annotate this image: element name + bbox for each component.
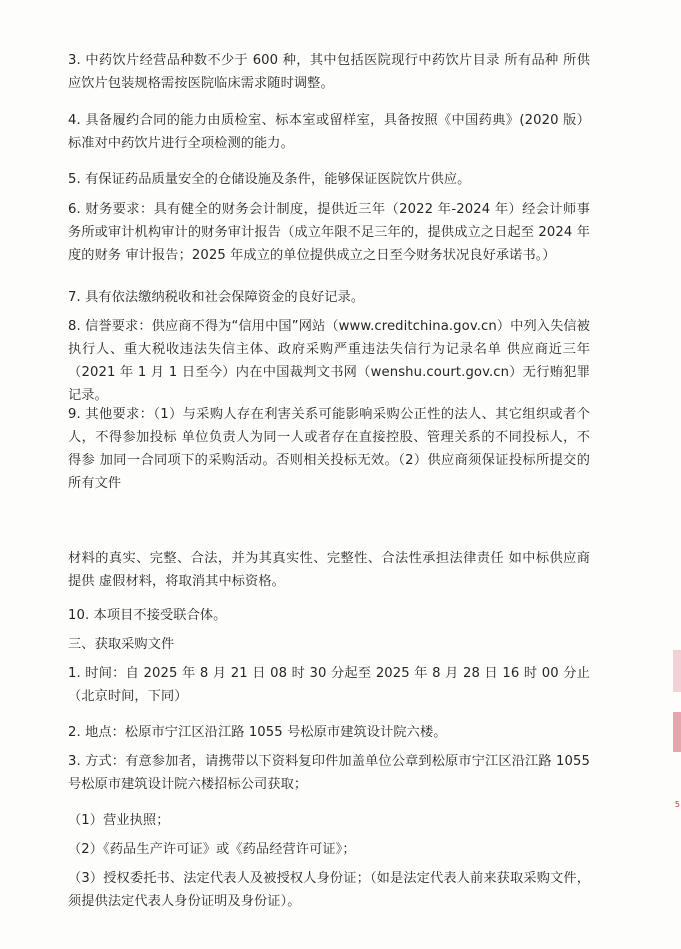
stamp-edge-mark bbox=[673, 712, 681, 752]
paragraph-requirement-10: 10. 本项目不接受联合体。 bbox=[68, 608, 227, 623]
paragraph-requirement-9-cont: 材料的真实、完整、合法，并为其真实性、完整性、合法性承担法律责任 如中标供应商提供 虚假材料，将取消其中标资格。 bbox=[68, 551, 590, 589]
section-heading-obtain-documents: 三、获取采购文件 bbox=[68, 637, 175, 652]
stamp-edge-mark bbox=[673, 650, 681, 692]
list-item-authorization: （3）授权委托书、法定代表人及被授权人身份证；（如是法定代表人前来获取采购文件，须提供法定代表人身份证明及身份证）。 bbox=[68, 871, 590, 909]
list-item-business-license: （1）营业执照； bbox=[68, 813, 170, 828]
paragraph-requirement-4: 4. 具备履约合同的能力由质检室、标本室或留样室，具备按照《中国药典》(2020 版） 标准对中药饮片进行全项检测的能力。 bbox=[68, 113, 590, 151]
paragraph-requirement-7: 7. 具有依法缴纳税收和社会保障资金的良好记录。 bbox=[68, 290, 365, 305]
edge-page-number: 5 bbox=[674, 800, 680, 809]
paragraph-obtain-time: 1. 时间：自 2025 年 8 月 21 日 08 时 30 分起至 2025 年 8 月 28 日 16 时 00 分止（北京时间，下同） bbox=[68, 666, 590, 704]
list-item-drug-licenses: （2）《药品生产许可证》或《药品经营许可证》； bbox=[68, 842, 356, 857]
paragraph-requirement-8: 8. 信誉要求：供应商不得为“信用中国”网站（www.creditchina.gov.cn）中列入失信被执行人、重大税收违法失信主体、政府采购严重违法失信行为记录名单 供应商近三年（2021 年 1 月 1 日至今）内在中国裁判文书网（wenshu.court.gov.cn）无行贿犯罪记录。 bbox=[68, 319, 590, 403]
paragraph-requirement-6: 6. 财务要求：具有健全的财务会计制度，提供近三年（2022 年-2024 年）经会计师事务所或审计机构审计的财务审计报告（成立年限不足三年的，提供成立之日起至 2024 年度的财务 审计报告；2025 年成立的单位提供成立之日至今财务状况良好承诺书。） bbox=[68, 202, 590, 263]
paragraph-requirement-5: 5. 有保证药品质量安全的仓储设施及条件，能够保证医院饮片供应。 bbox=[68, 172, 471, 187]
paragraph-requirement-9: 9. 其他要求：（1）与采购人存在利害关系可能影响采购公正性的法人、其它组织或者个人，不得参加投标 单位负责人为同一人或者存在直接控股、管理关系的不同投标人，不得参 加同一合同项下的采购活动。否则相关投标无效。（2）供应商须保证投标所提交的所有文件 bbox=[68, 407, 590, 491]
paragraph-obtain-method: 3. 方式：有意参加者，请携带以下资料复印件加盖单位公章到松原市宁江区沿江路 1055 号松原市建筑设计院六楼招标公司获取； bbox=[68, 754, 590, 792]
paragraph-obtain-location: 2. 地点：松原市宁江区沿江路 1055 号松原市建筑设计院六楼。 bbox=[68, 725, 447, 740]
paragraph-requirement-3: 3. 中药饮片经营品种数不少于 600 种，其中包括医院现行中药饮片目录 所有品种 所供应饮片包装规格需按医院临床需求随时调整。 bbox=[68, 53, 590, 91]
